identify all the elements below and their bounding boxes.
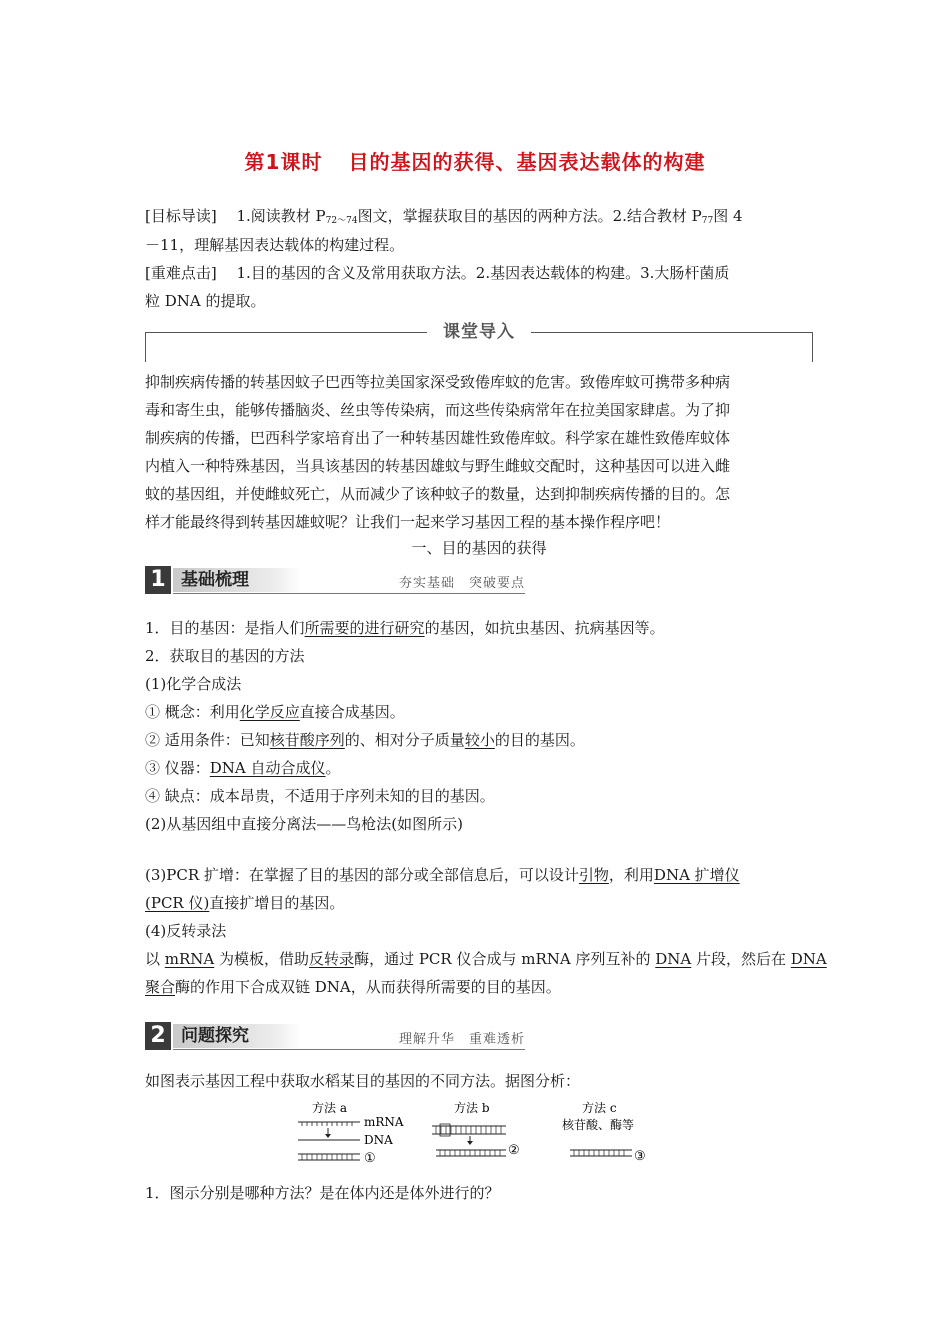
content-line: 如图表示基因工程中获取水稻某目的基因的不同方法。据图分析： — [145, 1072, 581, 1090]
content-line: (2)从基因组中直接分离法——鸟枪法(如图所示) — [145, 815, 463, 833]
section-tagline: 夯实基础 突破要点 — [398, 576, 525, 591]
gene-acquisition-diagram — [294, 1098, 654, 1168]
content-line: 聚合酶的作用下合成双链 DNA，从而获得所需要的目的基因。 — [145, 978, 561, 996]
method-a-label: 方法 a — [312, 1101, 347, 1115]
content-line: 1．目的基因：是指人们所需要的进行研究的基因，如抗虫基因、抗病基因等。 — [145, 619, 665, 637]
circled-two: ② — [508, 1143, 520, 1158]
circled-three: ③ — [634, 1149, 646, 1164]
section-number: 2 — [145, 1022, 171, 1050]
section-tagline: 理解升华 重难透析 — [398, 1032, 525, 1047]
method-c-label: 方法 c — [582, 1101, 617, 1115]
mrna-label: mRNA — [364, 1115, 404, 1129]
page-title — [0, 146, 950, 175]
section-header-inquiry — [145, 1022, 525, 1050]
section-label: 基础梳理 — [173, 568, 301, 592]
subheading: 一、目的基因的获得 — [411, 539, 547, 557]
lesson-title: 目的基因的获得、基因表达载体的构建 — [348, 150, 706, 174]
key-points-line-1: [重难点击] 1.目的基因的含义及常用获取方法。2.基因表达载体的构建。3.大肠杆菌质 — [145, 264, 730, 282]
section-number: 1 — [145, 566, 171, 594]
key-points-line-2: 粒 DNA 的提取。 — [145, 292, 266, 310]
class-intro-frame — [145, 322, 813, 362]
dna-label: DNA — [364, 1133, 393, 1147]
content-line: (1)化学合成法 — [145, 675, 242, 693]
question-1: 1．图示分别是哪种方法？是在体内还是体外进行的？ — [145, 1184, 500, 1202]
intro-paragraph-line: 样才能最终得到转基因雄蚊呢？让我们一起来学习基因工程的基本操作程序吧！ — [145, 513, 671, 531]
method-c-materials: 核苷酸、酶等 — [562, 1118, 635, 1132]
section-label: 问题探究 — [173, 1024, 301, 1048]
intro-paragraph-line: 蚊的基因组，并使雌蚊死亡，从而减少了该种蚊子的数量，达到抑制疾病传播的目的。怎 — [145, 485, 731, 503]
goals-line-1: [目标导读] 1.阅读教材 $P_{72\sim 74}$图文，掌握获取目的基因的两种方法。2.结合教材 $P_{77}$图 4 — [145, 207, 743, 226]
content-line: (4)反转录法 — [145, 922, 227, 940]
class-intro-label: 课堂导入 — [427, 320, 531, 344]
section-header-basics — [145, 566, 525, 594]
method-b-label: 方法 b — [454, 1101, 490, 1115]
intro-paragraph-line: 制疾病的传播，巴西科学家培育出了一种转基因雄性致倦库蚊。科学家在雄性致倦库蚊体 — [145, 429, 731, 447]
content-line: ① 概念：利用化学反应直接合成基因。 — [145, 703, 405, 721]
content-line: ④ 缺点：成本昂贵，不适用于序列未知的目的基因。 — [145, 787, 495, 805]
content-line: 以 mRNA 为模板，借助反转录酶，通过 PCR 仪合成与 mRNA 序列互补的 DNA 片段，然后在 DNA — [145, 950, 827, 968]
content-line: (PCR 仪)直接扩增目的基因。 — [145, 894, 345, 912]
lesson-number: 第1课时 — [244, 150, 323, 174]
content-line: ③ 仪器：DNA 自动合成仪。 — [145, 759, 341, 777]
intro-paragraph-line: 抑制疾病传播的转基因蚊子巴西等拉美国家深受致倦库蚊的危害。致倦库蚊可携带多种病 — [145, 373, 731, 391]
intro-paragraph-line: 内植入一种特殊基因，当具该基因的转基因雄蚊与野生雌蚊交配时，这种基因可以进入雌 — [145, 457, 731, 475]
content-line: ② 适用条件：已知核苷酸序列的、相对分子质量较小的目的基因。 — [145, 731, 585, 749]
content-line: 2．获取目的基因的方法 — [145, 647, 305, 665]
intro-paragraph-line: 毒和寄生虫，能够传播脑炎、丝虫等传染病，而这些传染病常年在拉美国家肆虐。为了抑 — [145, 401, 731, 419]
content-line: (3)PCR 扩增：在掌握了目的基因的部分或全部信息后，可以设计引物，利用DNA 扩增仪 — [145, 866, 740, 884]
goals-line-2: －11，理解基因表达载体的构建过程。 — [145, 236, 405, 254]
circled-one: ① — [364, 1151, 376, 1166]
